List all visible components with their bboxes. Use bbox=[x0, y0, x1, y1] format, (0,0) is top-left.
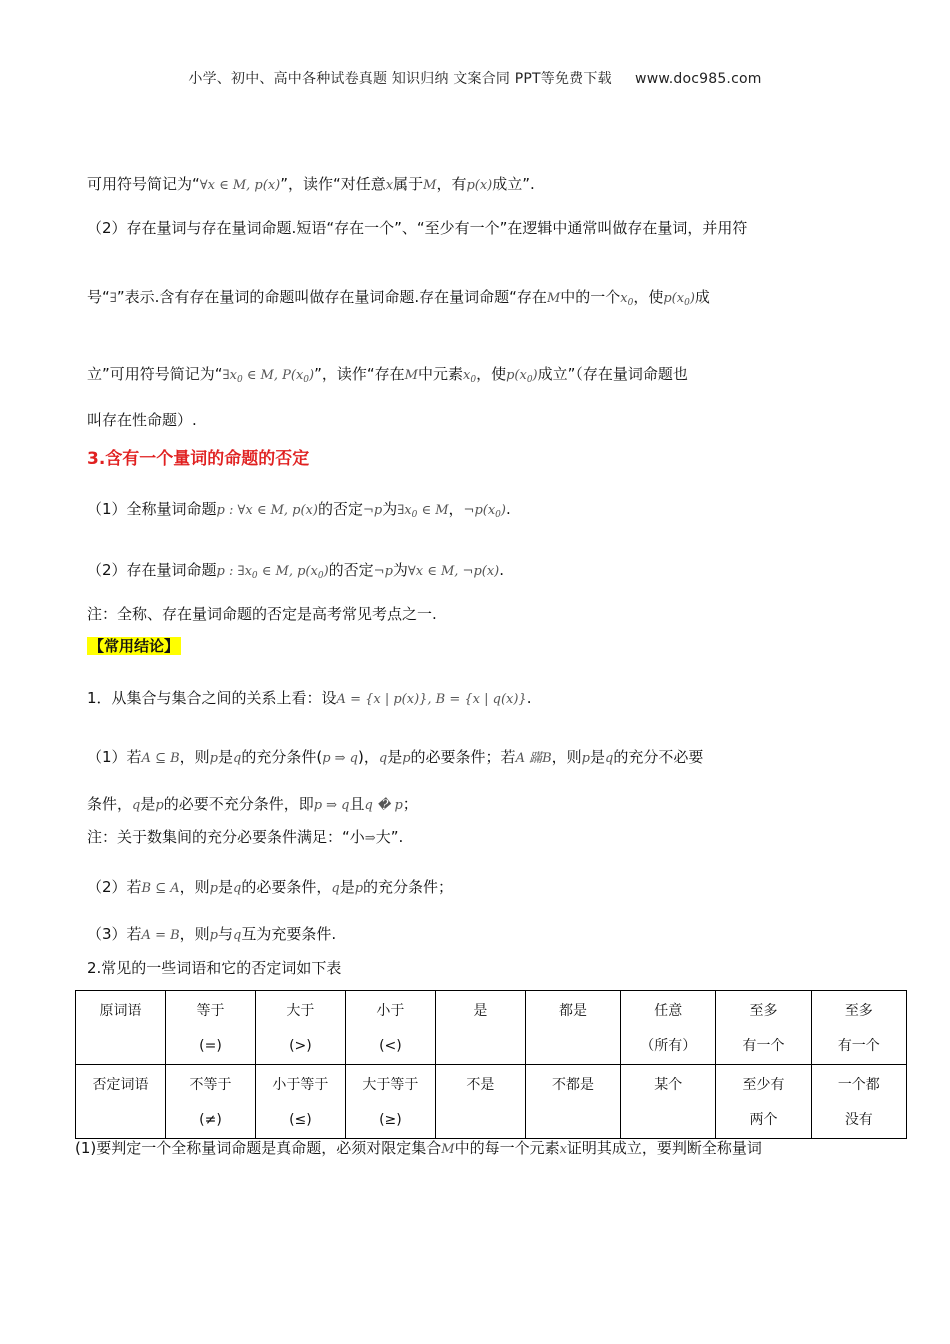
table-cell bbox=[716, 991, 811, 1065]
cell-text: (≠) bbox=[199, 1112, 222, 1128]
math-q: q bbox=[233, 881, 242, 896]
para-universal-notation bbox=[87, 174, 535, 196]
math-expr: ∈ M, P(x bbox=[242, 368, 304, 383]
cell-text: 等于 bbox=[196, 1003, 225, 1019]
note-exam: 注：全称、存在量词命题的否定是高考常见考点之一. bbox=[87, 605, 437, 623]
paren: ) bbox=[532, 368, 538, 383]
negation-table bbox=[75, 990, 907, 1139]
text: ，使 bbox=[476, 365, 507, 383]
text: 证明其成立，要判断全称量词 bbox=[566, 1139, 762, 1157]
table-row bbox=[76, 1065, 907, 1139]
text: ； bbox=[402, 795, 418, 813]
paren: ) bbox=[689, 291, 695, 306]
cell-text: 至多 bbox=[749, 1003, 778, 1019]
text: )， bbox=[358, 748, 379, 766]
table-cell bbox=[435, 991, 525, 1065]
cell-text: 有一个 bbox=[837, 1038, 880, 1054]
text: 的充分条件； bbox=[363, 878, 454, 896]
math-x: x bbox=[385, 178, 394, 193]
cell-text: 否定词语 bbox=[92, 1077, 149, 1093]
table-cell bbox=[255, 1065, 345, 1139]
text: （2）存在量词与存在量词命题.短语“存在一个”、“至少有一个”在逻辑中通常叫做存在量词，并用符 bbox=[87, 219, 748, 237]
table-cell bbox=[621, 991, 716, 1065]
table-cell bbox=[345, 991, 435, 1065]
text: 且 bbox=[349, 795, 365, 813]
text: ， bbox=[448, 500, 464, 518]
text: (1)要判定一个全称量词命题是真命题，必须对限定集合 bbox=[75, 1139, 442, 1157]
math-forall-expr: ∀x ∈ M, p(x) bbox=[199, 178, 281, 193]
text: ”表示.含有存在量词的命题叫做存在量词命题.存在量词命题“存在 bbox=[116, 288, 547, 306]
math-px0: p(x bbox=[663, 291, 685, 306]
math-M: M bbox=[441, 1142, 455, 1157]
text: 为 bbox=[382, 500, 398, 518]
math-not-implies: q � p bbox=[364, 798, 403, 813]
paren: ) bbox=[323, 564, 329, 579]
math-exists: ∃ bbox=[109, 291, 117, 306]
text: ”，读作“对任意 bbox=[280, 175, 386, 193]
text: 是 bbox=[218, 878, 234, 896]
table-cell bbox=[525, 1065, 620, 1139]
math-not-p: ¬p bbox=[373, 564, 393, 579]
text: 是 bbox=[589, 748, 605, 766]
text: ”，读作“存在 bbox=[314, 365, 405, 383]
math-M: M bbox=[404, 368, 418, 383]
section-title: 3.含有一个量词的命题的否定 bbox=[87, 449, 310, 469]
text: 的充分条件( bbox=[241, 748, 323, 766]
text: 是 bbox=[218, 748, 234, 766]
cell-text: （所有） bbox=[640, 1038, 697, 1054]
math-set-def: A = {x | p(x)}, B = {x | q(x)} bbox=[336, 692, 527, 707]
table-cell bbox=[716, 1065, 811, 1139]
text: 叫存在性命题）. bbox=[87, 411, 197, 429]
text: 互为充要条件. bbox=[241, 925, 337, 943]
math-p: p bbox=[209, 751, 218, 766]
math-subset: B ⊆ A bbox=[141, 881, 180, 896]
math-exists-x: ∃x bbox=[397, 503, 412, 518]
table-cell bbox=[165, 1065, 255, 1139]
math-expr: p : ∀x ∈ M, p(x) bbox=[216, 503, 318, 518]
text: ，则 bbox=[179, 748, 210, 766]
para-judge-universal bbox=[75, 1138, 762, 1160]
table-cell bbox=[76, 1065, 166, 1139]
note-number-sets bbox=[87, 827, 403, 849]
conclusions-badge bbox=[87, 636, 181, 656]
subscript: 0 bbox=[411, 510, 418, 520]
text: 成 bbox=[694, 288, 710, 306]
subscript: 0 bbox=[251, 571, 258, 581]
math-M: M bbox=[546, 291, 561, 306]
math-q: q bbox=[233, 928, 242, 943]
text: ，有 bbox=[436, 175, 467, 193]
text: 的否定 bbox=[328, 561, 374, 579]
math-not-p: ¬p bbox=[362, 503, 383, 518]
math-x: x bbox=[559, 1142, 567, 1157]
math-q: q bbox=[331, 881, 340, 896]
cell-text: 是 bbox=[473, 1003, 488, 1019]
math-implies: p ⇒ q bbox=[313, 798, 350, 813]
conclusion-1 bbox=[87, 688, 531, 710]
math-p: p bbox=[354, 881, 364, 896]
text: 成立”（存在量词命题也 bbox=[537, 365, 688, 383]
header-url: www.doc985.com bbox=[635, 71, 762, 87]
math-x0: x bbox=[462, 368, 471, 383]
text: 大”. bbox=[375, 828, 404, 846]
math-p: p bbox=[209, 928, 218, 943]
subscript: 0 bbox=[303, 375, 310, 385]
cell-text: 任意 bbox=[654, 1003, 683, 1019]
text: ，使 bbox=[633, 288, 664, 306]
paren: ) bbox=[500, 503, 506, 518]
highlight-badge: 【常用结论】 bbox=[89, 637, 180, 655]
conclusion-2-title: 2.常见的一些词语和它的否定词如下表 bbox=[87, 959, 342, 977]
text: 的充分不必要 bbox=[613, 748, 704, 766]
text: 为 bbox=[392, 561, 408, 579]
math-p: p bbox=[209, 881, 218, 896]
cell-text: 不都是 bbox=[551, 1077, 594, 1093]
text: 条件， bbox=[87, 795, 133, 813]
table-cell bbox=[621, 1065, 716, 1139]
cell-text: 一个都 bbox=[837, 1077, 880, 1093]
table-cell bbox=[255, 991, 345, 1065]
conclusion-1-2 bbox=[87, 877, 453, 899]
table-cell bbox=[811, 1065, 906, 1139]
cell-text: 小于等于 bbox=[272, 1077, 329, 1093]
subscript: 0 bbox=[317, 571, 324, 581]
cell-text: 至多 bbox=[844, 1003, 873, 1019]
math-q: q bbox=[233, 751, 242, 766]
table-cell bbox=[165, 991, 255, 1065]
cell-text: (≤) bbox=[289, 1112, 312, 1128]
text: 的必要不充分条件，即 bbox=[163, 795, 314, 813]
text: （2）存在量词命题 bbox=[87, 561, 217, 579]
text: ，则 bbox=[179, 925, 210, 943]
math-M: M bbox=[423, 178, 437, 193]
cell-text: 大于等于 bbox=[362, 1077, 419, 1093]
table-cell bbox=[76, 991, 166, 1065]
cell-text: 原词语 bbox=[99, 1003, 142, 1019]
negation-item-2 bbox=[87, 560, 504, 586]
math-expr: ∀x ∈ M, ¬p(x) bbox=[407, 564, 500, 579]
subscript: 0 bbox=[526, 375, 533, 385]
math-expr: ∈ M bbox=[417, 503, 449, 518]
text: （2）若 bbox=[87, 878, 142, 896]
subscript: 0 bbox=[470, 375, 477, 385]
math-exists-x: ∃x bbox=[222, 368, 237, 383]
math-implies: ⇒ bbox=[364, 831, 376, 846]
math-expr: ¬p(x bbox=[463, 503, 496, 518]
para-existential-line4 bbox=[87, 410, 197, 430]
math-implies: p ⇒ q bbox=[322, 751, 359, 766]
text: （3）若 bbox=[87, 925, 142, 943]
cell-text: 没有 bbox=[844, 1112, 873, 1128]
text: 中元素 bbox=[417, 365, 463, 383]
para-existential-line1 bbox=[87, 218, 747, 238]
cell-text: (≥) bbox=[379, 1112, 402, 1128]
text: 注：关于数集间的充分必要条件满足：“小 bbox=[87, 828, 365, 846]
negation-item-1 bbox=[87, 499, 511, 525]
para-existential-line3 bbox=[87, 364, 688, 390]
table-cell bbox=[811, 991, 906, 1065]
text: 是 bbox=[339, 878, 355, 896]
subscript: 0 bbox=[684, 298, 690, 308]
cell-text: 至少有 bbox=[742, 1077, 785, 1093]
text: . bbox=[526, 689, 532, 707]
math-equal: A = B bbox=[141, 928, 180, 943]
subscript: 0 bbox=[627, 298, 634, 308]
cell-text: 小于 bbox=[376, 1003, 405, 1019]
cell-text: 两个 bbox=[749, 1112, 778, 1128]
text: 号“ bbox=[87, 288, 110, 306]
cell-text: 都是 bbox=[558, 1003, 587, 1019]
math-px: p(x) bbox=[466, 178, 493, 193]
cell-text: 不是 bbox=[466, 1077, 495, 1093]
math-p: p bbox=[581, 751, 590, 766]
paren: ) bbox=[309, 368, 315, 383]
page-header bbox=[0, 68, 950, 88]
table-cell bbox=[345, 1065, 435, 1139]
text: 的必要条件；若 bbox=[410, 748, 516, 766]
conclusion-1-1-line1 bbox=[87, 747, 703, 769]
math-q: q bbox=[605, 751, 614, 766]
header-text: 小学、初中、高中各种试卷真题 知识归纳 文案合同 PPT等免费下载 bbox=[188, 71, 612, 87]
table-cell bbox=[435, 1065, 525, 1139]
text: 是 bbox=[387, 748, 403, 766]
math-proper-subset: A 蹣B bbox=[515, 751, 552, 766]
math-expr: ∈ M, p(x bbox=[257, 564, 318, 579]
text: 中的一个 bbox=[560, 288, 621, 306]
text: 是 bbox=[140, 795, 156, 813]
cell-text: (<) bbox=[379, 1038, 402, 1054]
text: （1）若 bbox=[87, 748, 142, 766]
text: 1．从集合与集合之间的关系上看：设 bbox=[87, 689, 337, 707]
table-cell bbox=[525, 991, 620, 1065]
text: 与 bbox=[218, 925, 234, 943]
cell-text: 不等于 bbox=[189, 1077, 232, 1093]
cell-text: 大于 bbox=[286, 1003, 315, 1019]
cell-text: 有一个 bbox=[742, 1038, 785, 1054]
subscript: 0 bbox=[236, 375, 243, 385]
text: 立”可用符号简记为“ bbox=[87, 365, 223, 383]
text: 属于 bbox=[393, 175, 424, 193]
text: 成立”. bbox=[492, 175, 535, 193]
math-p: p bbox=[402, 751, 411, 766]
text: 中的每一个元素 bbox=[454, 1139, 560, 1157]
text: ，则 bbox=[179, 878, 210, 896]
math-subset: A ⊆ B bbox=[141, 751, 180, 766]
text: . bbox=[505, 500, 511, 518]
text: 的必要条件， bbox=[241, 878, 332, 896]
math-x0: x bbox=[620, 291, 628, 306]
table-row bbox=[76, 991, 907, 1065]
text: 可用符号简记为“ bbox=[87, 175, 200, 193]
math-expr: p : ∃x bbox=[216, 564, 252, 579]
para-existential-line2 bbox=[87, 287, 710, 313]
cell-text: (>) bbox=[289, 1038, 312, 1054]
subscript: 0 bbox=[495, 510, 501, 520]
text: . bbox=[499, 561, 505, 579]
math-q: q bbox=[378, 751, 388, 766]
conclusion-1-3 bbox=[87, 924, 336, 946]
conclusion-1-1-line2 bbox=[87, 794, 418, 816]
math-px0: p(x bbox=[506, 368, 527, 383]
cell-text: (=) bbox=[199, 1038, 222, 1054]
text: 的否定 bbox=[317, 500, 363, 518]
text: （1）全称量词命题 bbox=[87, 500, 217, 518]
math-p: p bbox=[155, 798, 164, 813]
text: ，则 bbox=[551, 748, 582, 766]
math-q: q bbox=[132, 798, 141, 813]
cell-text: 某个 bbox=[654, 1077, 683, 1093]
